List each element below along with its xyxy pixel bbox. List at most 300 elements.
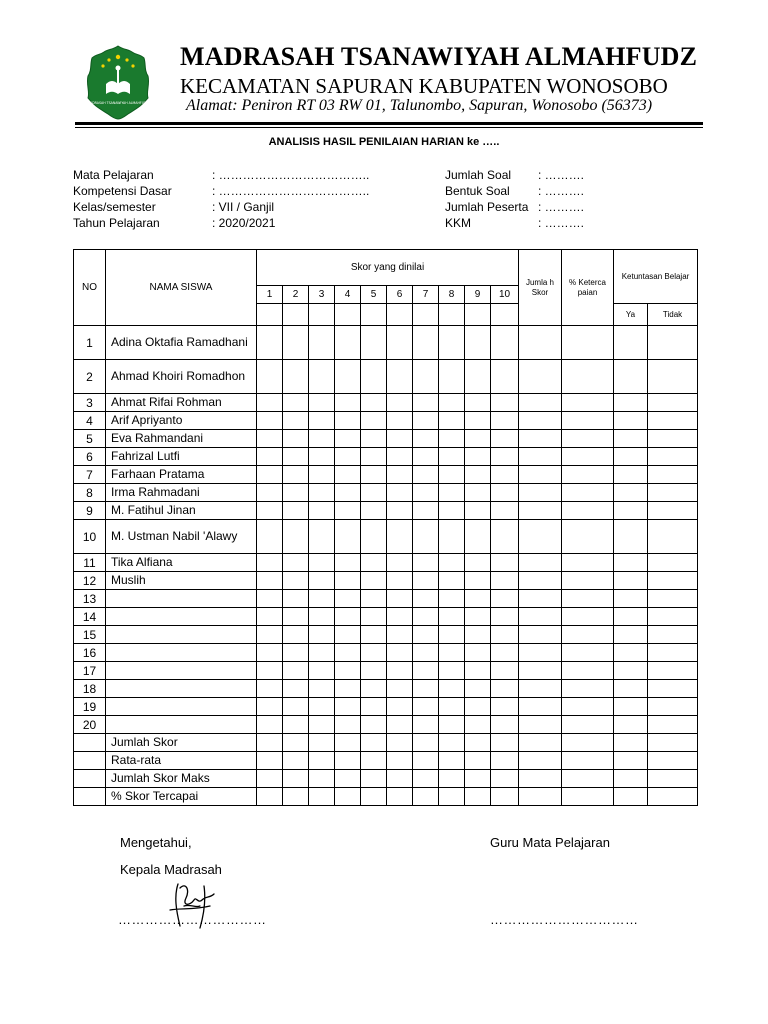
score-cell (648, 572, 698, 590)
score-cell (309, 448, 335, 466)
score-cell (562, 394, 614, 412)
summary-cell (335, 734, 361, 752)
score-cell (257, 502, 283, 520)
score-cell (465, 572, 491, 590)
score-cell (361, 520, 387, 554)
score-cell (439, 644, 465, 662)
summary-cell (519, 788, 562, 806)
score-cell (491, 520, 519, 554)
summary-row (74, 752, 698, 770)
logo-caption: MADRASAH TSANAWIYAH ALMAHFUDZ (87, 101, 149, 105)
score-cell (465, 626, 491, 644)
score-cell (562, 590, 614, 608)
score-cell (361, 448, 387, 466)
meta-label: Mata Pelajaran (73, 168, 154, 182)
header-no-label: Tidak (648, 304, 698, 326)
score-cell (283, 360, 309, 394)
summary-blank (74, 788, 106, 806)
score-cell (614, 430, 648, 448)
summary-cell (519, 734, 562, 752)
meta-right (445, 167, 584, 231)
meta-row (445, 183, 584, 199)
score-cell (439, 698, 465, 716)
score-cell (465, 662, 491, 680)
summary-cell (614, 770, 648, 788)
row-number: 12 (74, 572, 106, 590)
meta-row (445, 167, 584, 183)
score-cell (309, 590, 335, 608)
school-logo (84, 44, 152, 120)
score-cell (562, 554, 614, 572)
score-cell (465, 520, 491, 554)
score-cell (614, 502, 648, 520)
score-cell (361, 608, 387, 626)
meta-label: Jumlah Soal (445, 168, 512, 182)
score-cell (648, 502, 698, 520)
score-cell (335, 680, 361, 698)
table-row (74, 520, 698, 554)
score-cell (387, 360, 413, 394)
meta-row (445, 215, 584, 231)
score-cell (465, 448, 491, 466)
score-cell (519, 430, 562, 448)
score-cell (309, 484, 335, 502)
score-cell (413, 484, 439, 502)
summary-cell (257, 770, 283, 788)
score-cell (491, 644, 519, 662)
score-cell (335, 572, 361, 590)
score-cell (439, 590, 465, 608)
score-cell (562, 644, 614, 662)
score-cell (465, 716, 491, 734)
score-cell (387, 520, 413, 554)
score-cell (309, 520, 335, 554)
header-percent: % Keterca paian (562, 250, 614, 326)
score-cell (648, 554, 698, 572)
school-subtitle: KECAMATAN SAPURAN KABUPATEN WONOSOBO (180, 74, 668, 98)
score-cell (257, 626, 283, 644)
table-row (74, 662, 698, 680)
student-name: Eva Rahmandani (106, 430, 257, 448)
summary-cell (361, 752, 387, 770)
score-cell (491, 554, 519, 572)
score-cell (413, 626, 439, 644)
summary-cell (562, 752, 614, 770)
score-cell (439, 572, 465, 590)
sig-left-dots: …………………………… (118, 912, 267, 927)
score-cell (257, 644, 283, 662)
table-row (74, 484, 698, 502)
score-cell (257, 608, 283, 626)
score-cell (439, 502, 465, 520)
header-blank-cell (439, 304, 465, 326)
score-cell (413, 572, 439, 590)
score-cell (387, 448, 413, 466)
score-cell (257, 554, 283, 572)
meta-label: KKM (445, 216, 472, 230)
student-name (106, 680, 257, 698)
score-cell (519, 608, 562, 626)
score-cell (491, 716, 519, 734)
meta-value: : ………. (538, 216, 585, 230)
score-cell (614, 608, 648, 626)
meta-value: : ……………………………….. (212, 168, 370, 182)
score-cell (387, 430, 413, 448)
document-title: ANALISIS HASIL PENILAIAN HARIAN ke ….. (268, 136, 500, 148)
score-cell (614, 698, 648, 716)
score-cell (439, 716, 465, 734)
score-cell (309, 430, 335, 448)
score-cell (309, 394, 335, 412)
score-cell (439, 554, 465, 572)
summary-cell (491, 788, 519, 806)
score-cell (361, 662, 387, 680)
score-cell (387, 326, 413, 360)
score-cell (439, 520, 465, 554)
header-blank-cell (465, 304, 491, 326)
summary-label: % Skor Tercapai (106, 788, 257, 806)
score-cell (283, 716, 309, 734)
score-cell (519, 394, 562, 412)
summary-row (74, 788, 698, 806)
score-cell (361, 430, 387, 448)
summary-cell (465, 734, 491, 752)
score-cell (491, 360, 519, 394)
score-cell (648, 626, 698, 644)
score-cell (519, 412, 562, 430)
meta-left (73, 167, 369, 231)
summary-cell (309, 734, 335, 752)
student-name: Farhaan Pratama (106, 466, 257, 484)
table-row (74, 698, 698, 716)
score-cell (413, 394, 439, 412)
score-cell (257, 662, 283, 680)
score-cell (648, 360, 698, 394)
score-cell (648, 644, 698, 662)
score-cell (257, 360, 283, 394)
score-cell (283, 502, 309, 520)
score-cell (361, 716, 387, 734)
header-blank-cell (335, 304, 361, 326)
meta-label: Kompetensi Dasar (73, 184, 172, 198)
score-cell (614, 394, 648, 412)
score-cell (562, 716, 614, 734)
row-number: 1 (74, 326, 106, 360)
score-cell (257, 326, 283, 360)
score-cell (562, 520, 614, 554)
header-blank-cell (361, 304, 387, 326)
score-cell (491, 662, 519, 680)
score-cell (519, 502, 562, 520)
score-cell (335, 360, 361, 394)
meta-label: Bentuk Soal (445, 184, 510, 198)
score-cell (309, 680, 335, 698)
score-cell (413, 716, 439, 734)
summary-cell (283, 770, 309, 788)
score-cell (283, 520, 309, 554)
score-cell (387, 484, 413, 502)
summary-cell (257, 734, 283, 752)
summary-label: Jumlah Skor (106, 734, 257, 752)
score-cell (519, 360, 562, 394)
summary-cell (614, 734, 648, 752)
summary-row (74, 734, 698, 752)
row-number: 18 (74, 680, 106, 698)
score-cell (361, 466, 387, 484)
score-cell (413, 412, 439, 430)
score-cell (335, 502, 361, 520)
score-cell (309, 716, 335, 734)
summary-cell (413, 770, 439, 788)
table-row (74, 502, 698, 520)
score-cell (562, 572, 614, 590)
header-yes: Ya (614, 304, 648, 326)
score-cell (387, 572, 413, 590)
summary-cell (465, 752, 491, 770)
score-cell (283, 554, 309, 572)
summary-blank (74, 752, 106, 770)
summary-cell (387, 752, 413, 770)
table-row (74, 326, 698, 360)
summary-cell (361, 788, 387, 806)
score-cell (387, 662, 413, 680)
score-cell (257, 590, 283, 608)
sig-right-dots: …………………………… (490, 912, 639, 927)
score-cell (309, 360, 335, 394)
score-cell (614, 644, 648, 662)
summary-cell (283, 788, 309, 806)
student-name (106, 698, 257, 716)
score-cell (361, 644, 387, 662)
meta-value: : ……………………………….. (212, 184, 370, 198)
summary-blank (74, 734, 106, 752)
header-total: Jumla h Skor (519, 250, 562, 326)
score-cell (283, 326, 309, 360)
school-name: MADRASAH TSANAWIYAH ALMAHFUDZ (180, 42, 698, 71)
score-cell (387, 466, 413, 484)
student-name: Ahmad Khoiri Romadhon (106, 360, 257, 394)
score-cell (562, 698, 614, 716)
header-score-number: 5 (361, 286, 387, 304)
score-cell (361, 680, 387, 698)
meta-row (73, 167, 369, 183)
score-cell (387, 554, 413, 572)
row-number: 11 (74, 554, 106, 572)
score-cell (257, 572, 283, 590)
summary-cell (387, 788, 413, 806)
meta-row (73, 199, 369, 215)
summary-cell (283, 734, 309, 752)
student-name (106, 716, 257, 734)
meta-value: : VII / Ganjil (212, 200, 275, 214)
score-cell (648, 590, 698, 608)
table-row (74, 644, 698, 662)
header-score-number: 1 (257, 286, 283, 304)
score-cell (519, 572, 562, 590)
score-cell (465, 590, 491, 608)
score-cell (562, 326, 614, 360)
score-cell (387, 626, 413, 644)
score-cell (257, 698, 283, 716)
summary-cell (491, 752, 519, 770)
header-score-number: 8 (439, 286, 465, 304)
score-cell (257, 412, 283, 430)
score-cell (283, 412, 309, 430)
student-name: Irma Rahmadani (106, 484, 257, 502)
score-cell (361, 590, 387, 608)
score-cell (309, 466, 335, 484)
meta-label: Kelas/semester (73, 200, 156, 214)
score-cell (413, 520, 439, 554)
score-cell (519, 644, 562, 662)
score-cell (309, 626, 335, 644)
score-cell (283, 590, 309, 608)
score-cell (648, 412, 698, 430)
summary-cell (614, 752, 648, 770)
score-cell (614, 412, 648, 430)
row-number: 9 (74, 502, 106, 520)
table-row (74, 466, 698, 484)
score-cell (439, 626, 465, 644)
score-cell (519, 662, 562, 680)
score-cell (648, 608, 698, 626)
score-cell (335, 590, 361, 608)
score-cell (491, 502, 519, 520)
score-cell (387, 608, 413, 626)
summary-cell (439, 788, 465, 806)
score-cell (562, 412, 614, 430)
summary-row (74, 770, 698, 788)
meta-value: : ………. (538, 168, 585, 182)
row-number: 20 (74, 716, 106, 734)
summary-cell (335, 770, 361, 788)
score-cell (361, 502, 387, 520)
score-cell (562, 430, 614, 448)
summary-cell (309, 770, 335, 788)
summary-label: Jumlah Skor Maks (106, 770, 257, 788)
score-cell (335, 466, 361, 484)
score-cell (614, 626, 648, 644)
score-cell (335, 626, 361, 644)
summary-cell (562, 788, 614, 806)
score-cell (519, 448, 562, 466)
row-number: 3 (74, 394, 106, 412)
table-row (74, 680, 698, 698)
score-cell (614, 716, 648, 734)
summary-cell (335, 752, 361, 770)
score-cell (361, 326, 387, 360)
student-name (106, 608, 257, 626)
score-cell (562, 502, 614, 520)
school-address: Alamat: Peniron RT 03 RW 01, Talunombo, Sapuran, Wonosobo (56373) (186, 97, 653, 114)
row-number: 6 (74, 448, 106, 466)
student-name: Fahrizal Lutfi (106, 448, 257, 466)
score-cell (614, 680, 648, 698)
score-cell (283, 448, 309, 466)
score-cell (413, 590, 439, 608)
score-cell (413, 360, 439, 394)
header-score-number: 3 (309, 286, 335, 304)
sig-left-line2: Kepala Madrasah (120, 862, 222, 877)
score-cell (519, 716, 562, 734)
score-cell (648, 716, 698, 734)
score-cell (413, 554, 439, 572)
score-cell (491, 626, 519, 644)
row-number: 15 (74, 626, 106, 644)
table-row (74, 448, 698, 466)
score-cell (361, 484, 387, 502)
score-cell (614, 520, 648, 554)
table-row (74, 394, 698, 412)
score-cell (465, 698, 491, 716)
score-cell (413, 326, 439, 360)
score-cell (519, 326, 562, 360)
sig-right-line1: Guru Mata Pelajaran (490, 835, 610, 850)
score-cell (614, 554, 648, 572)
row-number: 17 (74, 662, 106, 680)
score-cell (387, 698, 413, 716)
score-cell (491, 430, 519, 448)
row-number: 10 (74, 520, 106, 554)
score-cell (257, 716, 283, 734)
score-cell (439, 608, 465, 626)
score-cell (361, 698, 387, 716)
table-row (74, 716, 698, 734)
score-cell (257, 448, 283, 466)
score-cell (283, 608, 309, 626)
score-cell (335, 520, 361, 554)
score-cell (439, 466, 465, 484)
score-cell (648, 448, 698, 466)
summary-cell (309, 788, 335, 806)
summary-label: Rata-rata (106, 752, 257, 770)
summary-cell (648, 734, 698, 752)
score-cell (439, 484, 465, 502)
header-mastery: Ketuntasan Belajar (614, 250, 698, 304)
score-cell (614, 466, 648, 484)
score-cell (387, 412, 413, 430)
score-cell (648, 662, 698, 680)
score-cell (309, 502, 335, 520)
score-cell (491, 394, 519, 412)
score-cell (439, 412, 465, 430)
score-cell (387, 644, 413, 662)
score-cell (439, 430, 465, 448)
score-cell (491, 608, 519, 626)
score-cell (309, 554, 335, 572)
score-cell (335, 644, 361, 662)
header-blank-cell (309, 304, 335, 326)
score-cell (439, 662, 465, 680)
score-cell (562, 466, 614, 484)
score-cell (562, 448, 614, 466)
score-cell (283, 430, 309, 448)
score-cell (413, 698, 439, 716)
score-cell (387, 716, 413, 734)
student-name: Adina Oktafia Ramadhani (106, 326, 257, 360)
score-cell (283, 572, 309, 590)
summary-cell (413, 752, 439, 770)
score-cell (387, 590, 413, 608)
score-cell (614, 590, 648, 608)
summary-cell (335, 788, 361, 806)
score-cell (413, 466, 439, 484)
row-number: 13 (74, 590, 106, 608)
score-cell (562, 680, 614, 698)
table-row (74, 360, 698, 394)
score-cell (465, 484, 491, 502)
score-cell (491, 448, 519, 466)
